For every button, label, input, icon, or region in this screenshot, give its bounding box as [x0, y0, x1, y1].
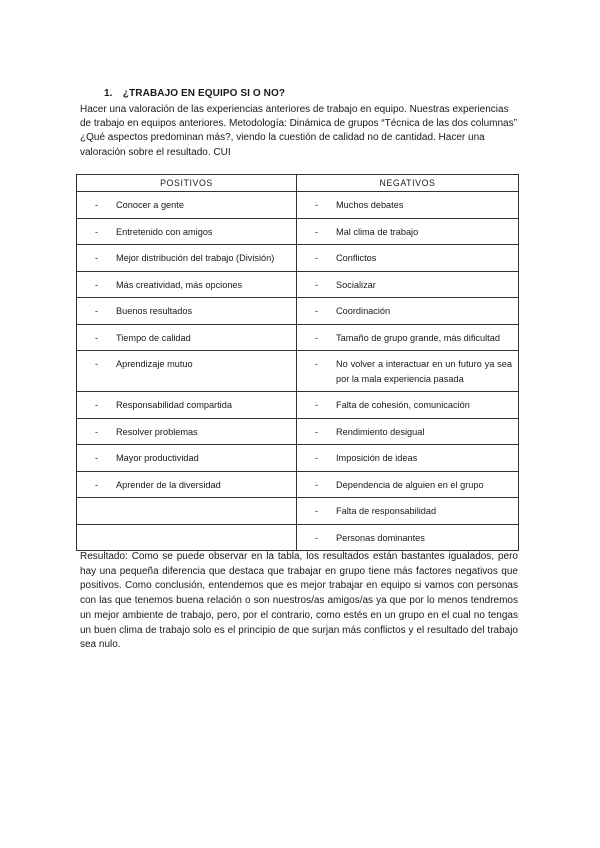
negative-cell: [297, 418, 519, 445]
bullet-dash: -: [94, 479, 99, 490]
bullet-dash: -: [94, 400, 99, 410]
negative-cell: [297, 471, 519, 498]
negative-item-text: Socializar: [336, 279, 376, 290]
negative-item-text: Tamaño de grupo grande, más dificultad: [336, 332, 500, 343]
bullet-dash: -: [314, 426, 319, 437]
table-row: [77, 418, 519, 445]
result-paragraph: Resultado: Como se puede observar en la tabla, los resultados están bastantes igualados, pero hay una pequeña diferencia que destaca que trabajar en grupo tiene más factores negativos que positivos. Como conclusión, entendemos que es mejor trabajar en equipo si vamos con personas con las que tenemos buena relación o son nuestros/as amigos/as ya que por lo menos tendremos un mejor ambiente de trabajo, pero, por el contrario, como estés en un grupo en el cual no tengas un buen clima de trabajo solo es el principio de que surjan más conflictos y el resultado del trabajo sea nulo.: [80, 551, 518, 651]
negative-cell: [297, 445, 519, 472]
positive-cell: [77, 192, 297, 219]
positive-cell: [77, 324, 297, 351]
table-row: [77, 351, 519, 392]
section-number: 1.: [104, 88, 113, 99]
table-row: [77, 392, 519, 419]
positive-cell: [77, 418, 297, 445]
bullet-dash: -: [94, 279, 99, 290]
bullet-dash: -: [314, 532, 319, 543]
header-negativos: NEGATIVOS: [297, 175, 519, 192]
positive-cell: [77, 471, 297, 498]
positive-item-text: Responsabilidad compartida: [116, 400, 232, 410]
positive-cell: [77, 392, 297, 419]
positive-item-text: Mejor distribución del trabajo (División): [116, 253, 275, 263]
negative-item-text: Mal clima de trabajo: [336, 226, 419, 237]
positive-cell: [77, 351, 297, 392]
positive-item-text: Resolver problemas: [116, 426, 198, 437]
bullet-dash: -: [314, 453, 319, 463]
table-row: [77, 298, 519, 325]
table-row: [77, 524, 519, 551]
positive-item-text: Conocer a gente: [116, 200, 184, 210]
negative-cell: [297, 271, 519, 298]
negative-cell: [297, 392, 519, 419]
negative-item-text: Conflictos: [336, 253, 377, 263]
bullet-dash: -: [314, 253, 319, 263]
header-positivos: POSITIVOS: [77, 175, 297, 192]
bullet-dash: -: [314, 226, 319, 237]
positive-item-text: Entretenido con amigos: [116, 226, 213, 237]
section-heading: [104, 88, 285, 99]
bullet-dash: -: [314, 200, 319, 210]
table-row: [77, 271, 519, 298]
positive-cell: [77, 245, 297, 272]
positive-item-text: Tiempo de calidad: [116, 332, 191, 343]
positive-cell: [77, 298, 297, 325]
positive-cell: [77, 445, 297, 472]
bullet-dash: -: [314, 359, 319, 369]
negative-item-text: Coordinación: [336, 306, 391, 316]
bullet-dash: -: [314, 332, 319, 343]
positive-cell: [77, 524, 297, 551]
table-row: [77, 245, 519, 272]
section-title: ¿TRABAJO EN EQUIPO SI O NO?: [122, 88, 286, 99]
positive-item-text: Más creatividad, más opciones: [116, 279, 243, 290]
bullet-dash: -: [314, 400, 319, 410]
negative-cell: [297, 218, 519, 245]
two-columns-table: [76, 174, 519, 551]
negative-item-text: Muchos debates: [336, 200, 404, 210]
bullet-dash: -: [94, 226, 99, 237]
negative-item-text: Falta de responsabilidad: [336, 506, 437, 516]
negative-cell: [297, 524, 519, 551]
negative-item-text: No volver a interactuar en un futuro ya sea por la mala experiencia pasada: [336, 359, 512, 384]
positive-item-text: Aprender de la diversidad: [116, 479, 221, 490]
bullet-dash: -: [94, 306, 99, 316]
bullet-dash: -: [314, 506, 319, 516]
negative-cell: [297, 298, 519, 325]
bullet-dash: -: [94, 453, 99, 463]
positive-item-text: Buenos resultados: [116, 306, 193, 316]
negative-item-text: Rendimiento desigual: [336, 426, 425, 437]
bullet-dash: -: [94, 200, 99, 210]
negative-item-text: Personas dominantes: [336, 532, 425, 543]
table-row: [77, 324, 519, 351]
bullet-dash: -: [94, 332, 99, 343]
table-row: [77, 471, 519, 498]
bullet-dash: -: [94, 426, 99, 437]
table-row: [77, 218, 519, 245]
positive-item-text: Mayor productividad: [116, 453, 199, 463]
table-row: [77, 498, 519, 525]
negative-cell: [297, 192, 519, 219]
bullet-dash: -: [314, 279, 319, 290]
negative-cell: [297, 324, 519, 351]
negative-cell: [297, 351, 519, 392]
table-body: [77, 192, 519, 551]
positive-item-text: Aprendizaje mutuo: [116, 359, 193, 369]
table-header-row: [77, 175, 519, 192]
positive-cell: [77, 498, 297, 525]
negative-cell: [297, 498, 519, 525]
negative-item-text: Falta de cohesión, comunicación: [336, 400, 470, 410]
negative-item-text: Imposición de ideas: [336, 453, 418, 463]
negative-item-text: Dependencia de alguien en el grupo: [336, 479, 484, 490]
bullet-dash: -: [94, 253, 99, 263]
intro-paragraph: Hacer una valoración de las experiencias anteriores de trabajo en equipo. Nuestras experiencias de trabajo en equipos anteriores. Metodología: Dinámica de grupos “Técnica de las dos columnas” ¿Qué aspectos predominan más?, viendo la cuestión de calidad no de cantidad. Hacer una valoración sobre el resultado. CUI: [80, 104, 517, 158]
table-row: [77, 192, 519, 219]
positive-cell: [77, 271, 297, 298]
positive-cell: [77, 218, 297, 245]
table-row: [77, 445, 519, 472]
bullet-dash: -: [94, 359, 99, 369]
bullet-dash: -: [314, 306, 319, 316]
bullet-dash: -: [314, 479, 319, 490]
negative-cell: [297, 245, 519, 272]
